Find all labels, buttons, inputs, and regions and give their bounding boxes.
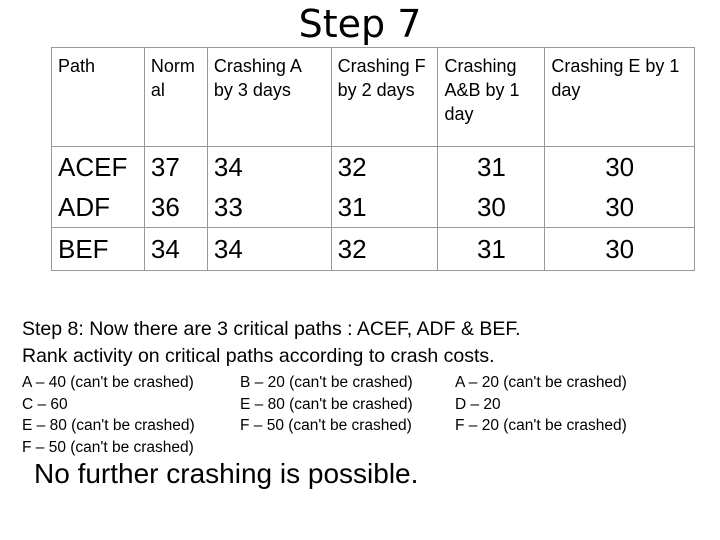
- activity-entry: B – 20 (can't be crashed): [240, 374, 413, 391]
- activity-column-1: [22, 372, 195, 458]
- crash-a-cell: 33: [207, 187, 331, 228]
- crash-f-cell: 31: [331, 187, 438, 228]
- crash-f-cell: 32: [331, 147, 438, 188]
- activity-entry: A – 20 (can't be crashed): [455, 374, 627, 391]
- header-crashing-a: Crashing A by 3 days: [207, 48, 331, 147]
- header-normal: Norm al: [144, 48, 207, 147]
- activity-entry: A – 40 (can't be crashed): [22, 374, 194, 391]
- normal-cell: 36: [144, 187, 207, 228]
- crash-ab-cell: 31: [438, 228, 545, 271]
- table-row: [52, 228, 695, 271]
- crash-f-cell: 32: [331, 228, 438, 271]
- activity-entry: E – 80 (can't be crashed): [22, 417, 195, 434]
- table-row: [52, 147, 695, 188]
- header-crashing-e: Crashing E by 1 day: [545, 48, 695, 147]
- activity-entry: C – 60: [22, 395, 68, 413]
- conclusion-text: No further crashing is possible.: [34, 458, 419, 489]
- crash-e-cell: 30: [545, 187, 695, 228]
- crash-a-cell: 34: [207, 228, 331, 271]
- crash-a-cell: 34: [207, 147, 331, 188]
- header-crashing-f: Crashing F by 2 days: [331, 48, 438, 147]
- activity-entry: E – 80 (can't be crashed): [240, 395, 413, 413]
- crash-e-cell: 30: [545, 147, 695, 188]
- step8-line2: Rank activity on critical paths according to crash costs.: [22, 345, 495, 367]
- step8-line1: Step 8: Now there are 3 critical paths : ACEF, ADF & BEF.: [22, 318, 521, 340]
- normal-cell: 37: [144, 147, 207, 188]
- activity-entry: F – 50 (can't be crashed): [240, 417, 412, 434]
- header-crashing-ab: Crashing A&B by 1 day: [438, 48, 545, 147]
- crash-e-cell: 30: [545, 228, 695, 271]
- slide-title: Step 7: [298, 2, 422, 46]
- normal-cell: 34: [144, 228, 207, 271]
- path-cell: ACEF: [52, 147, 145, 188]
- step8-text: [22, 316, 712, 370]
- path-cell: BEF: [52, 228, 145, 271]
- activity-entry: F – 20 (can't be crashed): [455, 417, 627, 434]
- activity-entry: D – 20: [455, 395, 501, 413]
- header-path: Path: [52, 48, 145, 147]
- path-cell: ADF: [52, 187, 145, 228]
- activity-column-2: [240, 372, 413, 437]
- crashing-table: [51, 47, 695, 271]
- crash-ab-cell: 31: [438, 147, 545, 188]
- activity-column-3: [455, 372, 627, 437]
- table-row: [52, 187, 695, 228]
- activity-entry: F – 50 (can't be crashed): [22, 438, 194, 456]
- table-header-row: [52, 48, 695, 147]
- crash-ab-cell: 30: [438, 187, 545, 228]
